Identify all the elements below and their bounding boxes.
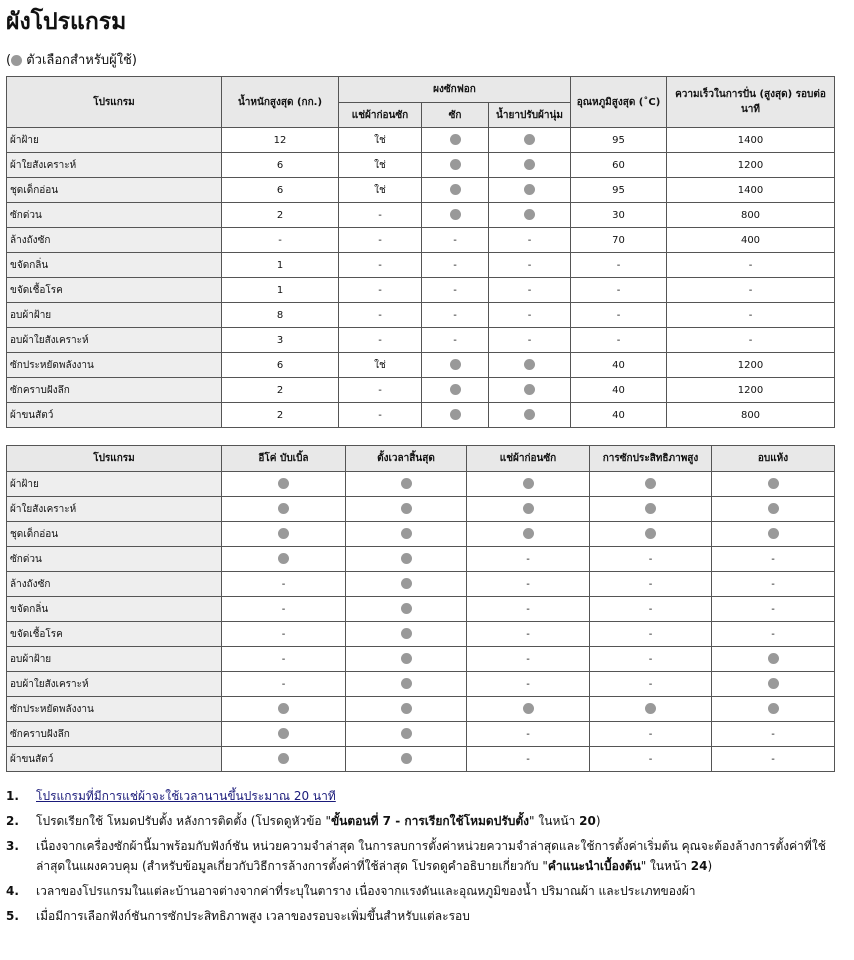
softener-cell: [489, 353, 571, 378]
wash-cell: -: [422, 253, 489, 278]
col-header: โปรแกรม: [7, 446, 222, 472]
temp-cell: -: [571, 278, 667, 303]
table-row: [7, 203, 835, 228]
table-row: [7, 303, 835, 328]
program-name: ผ้าใยสังเคราะห์: [7, 153, 222, 178]
option-cell: [467, 522, 590, 547]
program-name: ผ้าขนสัตว์: [7, 403, 222, 428]
dot-icon: [278, 478, 289, 489]
weight-cell: 3: [222, 328, 339, 353]
dot-icon: [768, 703, 779, 714]
wash-cell: [422, 178, 489, 203]
program-name: ขจัดกลิ่น: [7, 597, 222, 622]
table-row: [7, 378, 835, 403]
option-cell: -: [712, 747, 835, 772]
option-cell: -: [467, 747, 590, 772]
dot-icon: [524, 384, 535, 395]
program-name: ซักคราบฝังลึก: [7, 378, 222, 403]
spin-cell: -: [667, 253, 835, 278]
table-row: [7, 597, 835, 622]
dot-icon: [645, 478, 656, 489]
col-header: แช่ผ้าก่อนซัก: [467, 446, 590, 472]
weight-cell: -: [222, 228, 339, 253]
option-cell: -: [467, 672, 590, 697]
dot-icon: [768, 678, 779, 689]
wash-cell: [422, 403, 489, 428]
dot-icon: [768, 478, 779, 489]
wash-cell: [422, 153, 489, 178]
prewash-cell: -: [339, 378, 422, 403]
dot-icon: [278, 528, 289, 539]
option-cell: [467, 497, 590, 522]
option-cell: [712, 697, 835, 722]
option-cell: [346, 747, 467, 772]
spin-cell: -: [667, 303, 835, 328]
table-row: [7, 647, 835, 672]
option-cell: [346, 647, 467, 672]
legend-prefix: (: [6, 53, 12, 68]
col-softener: น้ำยาปรับผ้านุ่ม: [489, 103, 571, 128]
option-cell: [346, 547, 467, 572]
option-cell: [712, 497, 835, 522]
spin-cell: -: [667, 278, 835, 303]
table-row: [7, 472, 835, 497]
option-cell: -: [590, 747, 712, 772]
col-spin-speed: ความเร็วในการปั่น (สูงสุด) รอบต่อนาที: [667, 77, 835, 128]
footnote-number: 2.: [6, 814, 19, 828]
dot-icon: [401, 653, 412, 664]
option-cell: [346, 622, 467, 647]
option-cell: [346, 597, 467, 622]
page-title: ผังโปรแกรม: [6, 9, 127, 35]
footnote-number: 3.: [6, 839, 19, 853]
option-cell: -: [467, 597, 590, 622]
footnote-number: 4.: [6, 884, 19, 898]
dot-icon: [401, 703, 412, 714]
footnote-text-post: " ในหน้า: [529, 814, 580, 828]
prewash-cell: ใช่: [339, 178, 422, 203]
program-name: ขจัดกลิ่น: [7, 253, 222, 278]
option-cell: [712, 647, 835, 672]
dot-icon: [278, 503, 289, 514]
option-cell: -: [467, 722, 590, 747]
program-name: ผ้าขนสัตว์: [7, 747, 222, 772]
dot-icon: [768, 503, 779, 514]
table-row: [7, 522, 835, 547]
option-cell: [712, 672, 835, 697]
prewash-cell: ใช่: [339, 153, 422, 178]
table-row: [7, 278, 835, 303]
prewash-cell: -: [339, 278, 422, 303]
option-cell: -: [712, 622, 835, 647]
program-name: ขจัดเชื้อโรค: [7, 278, 222, 303]
footnote-text-end: ): [707, 859, 713, 873]
spin-cell: 1400: [667, 178, 835, 203]
col-header: อีโค่ บับเบิ้ล: [222, 446, 346, 472]
dot-icon: [401, 528, 412, 539]
wash-cell: -: [422, 278, 489, 303]
table-row: [7, 128, 835, 153]
option-cell: [346, 522, 467, 547]
table-row: [7, 153, 835, 178]
dot-icon: [768, 528, 779, 539]
program-name: ซักคราบฝังลึก: [7, 722, 222, 747]
temp-cell: 70: [571, 228, 667, 253]
prewash-cell: -: [339, 203, 422, 228]
temp-cell: -: [571, 303, 667, 328]
dot-icon: [278, 703, 289, 714]
softener-cell: [489, 403, 571, 428]
options-table-body: [7, 472, 835, 772]
dot-icon: [524, 359, 535, 370]
col-header: อบแห้ง: [712, 446, 835, 472]
option-cell: [346, 697, 467, 722]
option-cell: -: [712, 722, 835, 747]
footnote-number: 1.: [6, 789, 19, 803]
option-cell: -: [222, 647, 346, 672]
footnote-reference: ขั้นตอนที่ 7 - การเรียกใช้โหมดปรับตั้ง: [330, 814, 530, 828]
table-row: [7, 497, 835, 522]
spin-cell: 1400: [667, 128, 835, 153]
temp-cell: 95: [571, 128, 667, 153]
option-cell: [346, 497, 467, 522]
temp-cell: -: [571, 328, 667, 353]
dot-icon: [401, 678, 412, 689]
program-name: อบผ้าฝ้าย: [7, 303, 222, 328]
footnote-text: โปรแกรมที่มีการแช่ผ้าจะใช้เวลานานขึ้นประมาณ 20 นาที: [36, 789, 336, 803]
softener-cell: -: [489, 303, 571, 328]
option-cell: -: [222, 572, 346, 597]
option-cell: [590, 697, 712, 722]
option-cell: -: [712, 547, 835, 572]
spin-cell: 800: [667, 203, 835, 228]
option-cell: -: [712, 597, 835, 622]
footnote-text: เนื่องจากเครื่องซักผ้านี้มาพร้อมกับฟังก์ชัน หน่วยความจำล่าสุด ในการลบการตั้งค่าหน่วยความจำล่าสุดและใช้การตั้งค่าเริ่มต้น คุณจะต้องล้างการตั้งค่าที่ใช้ล่าสุดในแผงควบคุม (สำหรับข้อมูลเกี่ยวกับวิธีการล้างการตั้งค่าที่ใช้ล่าสุด โปรดดูคำอธิบายเกี่ยวกับ ": [36, 839, 826, 873]
dot-icon: [450, 159, 461, 170]
spin-cell: -: [667, 328, 835, 353]
col-wash: ซัก: [422, 103, 489, 128]
softener-cell: [489, 153, 571, 178]
table-row: [7, 547, 835, 572]
col-detergent: ผงซักฟอก: [339, 77, 571, 103]
table-row: [7, 253, 835, 278]
wash-cell: [422, 353, 489, 378]
option-cell: [222, 697, 346, 722]
col-program: โปรแกรม: [7, 77, 222, 128]
option-cell: -: [222, 622, 346, 647]
col-header: การซักประสิทธิภาพสูง: [590, 446, 712, 472]
option-cell: [590, 472, 712, 497]
dot-icon: [401, 553, 412, 564]
dot-icon: [401, 628, 412, 639]
table-row: [7, 622, 835, 647]
option-cell: [346, 572, 467, 597]
program-name: อบผ้าใยสังเคราะห์: [7, 672, 222, 697]
dot-icon: [524, 159, 535, 170]
spin-cell: 1200: [667, 378, 835, 403]
col-prewash: แช่ผ้าก่อนซัก: [339, 103, 422, 128]
program-name: อบผ้าใยสังเคราะห์: [7, 328, 222, 353]
weight-cell: 6: [222, 178, 339, 203]
dot-icon: [278, 553, 289, 564]
page-number: 20: [579, 814, 596, 828]
prewash-cell: -: [339, 253, 422, 278]
dot-icon: [523, 703, 534, 714]
program-table: [6, 76, 835, 428]
softener-cell: [489, 378, 571, 403]
program-name: ซักด่วน: [7, 203, 222, 228]
option-cell: [222, 722, 346, 747]
option-cell: [346, 472, 467, 497]
weight-cell: 12: [222, 128, 339, 153]
table-row: [7, 178, 835, 203]
dot-icon: [645, 703, 656, 714]
program-name: ซักประหยัดพลังงาน: [7, 697, 222, 722]
option-cell: [590, 497, 712, 522]
option-cell: [346, 672, 467, 697]
weight-cell: 2: [222, 403, 339, 428]
prewash-cell: ใช่: [339, 353, 422, 378]
option-cell: -: [590, 547, 712, 572]
footnote: [6, 786, 836, 806]
weight-cell: 2: [222, 378, 339, 403]
table-row: [7, 228, 835, 253]
dot-icon: [523, 528, 534, 539]
program-name: ชุดเด็กอ่อน: [7, 522, 222, 547]
table-row: [7, 353, 835, 378]
option-cell: [222, 547, 346, 572]
footnote-text-post: " ในหน้า: [640, 859, 691, 873]
softener-cell: [489, 203, 571, 228]
table-row: [7, 572, 835, 597]
option-cell: -: [467, 572, 590, 597]
weight-cell: 1: [222, 253, 339, 278]
spin-cell: 1200: [667, 353, 835, 378]
table-row: [7, 328, 835, 353]
footnote: [6, 836, 836, 876]
dot-icon: [524, 134, 535, 145]
dot-icon: [523, 503, 534, 514]
wash-cell: [422, 128, 489, 153]
footnote: [6, 881, 836, 901]
dot-icon: [401, 503, 412, 514]
wash-cell: [422, 203, 489, 228]
program-name: ล้างถังซัก: [7, 228, 222, 253]
program-name: ชุดเด็กอ่อน: [7, 178, 222, 203]
spin-cell: 1200: [667, 153, 835, 178]
weight-cell: 2: [222, 203, 339, 228]
softener-cell: -: [489, 253, 571, 278]
option-cell: [222, 522, 346, 547]
temp-cell: -: [571, 253, 667, 278]
dot-icon: [450, 359, 461, 370]
footnote-text-end: ): [595, 814, 601, 828]
spin-cell: 400: [667, 228, 835, 253]
prewash-cell: -: [339, 403, 422, 428]
option-cell: [590, 522, 712, 547]
softener-cell: -: [489, 328, 571, 353]
dot-icon: [401, 603, 412, 614]
wash-cell: [422, 378, 489, 403]
weight-cell: 6: [222, 153, 339, 178]
page-number: 24: [690, 859, 708, 873]
footnote-text: โปรดเรียกใช้ โหมดปรับตั้ง หลังการติดตั้ง (โปรดดูหัวข้อ ": [36, 814, 331, 828]
option-cell: -: [222, 672, 346, 697]
option-cell: -: [590, 622, 712, 647]
softener-cell: -: [489, 228, 571, 253]
dot-icon: [523, 478, 534, 489]
footnote-reference: คำแนะนำเบื้องต้น: [547, 859, 641, 873]
dot-icon: [278, 728, 289, 739]
program-name: ซักประหยัดพลังงาน: [7, 353, 222, 378]
table-row: [7, 747, 835, 772]
program-name: ขจัดเชื้อโรค: [7, 622, 222, 647]
legend-text: ตัวเลือกสำหรับผู้ใช้): [26, 53, 137, 68]
prewash-cell: -: [339, 328, 422, 353]
wash-cell: -: [422, 328, 489, 353]
wash-cell: -: [422, 303, 489, 328]
weight-cell: 1: [222, 278, 339, 303]
temp-cell: 60: [571, 153, 667, 178]
options-table-header: [7, 446, 835, 472]
col-max-temp: อุณหภูมิสูงสุด (˚C): [571, 77, 667, 128]
weight-cell: 8: [222, 303, 339, 328]
option-cell: [222, 497, 346, 522]
option-cell: [222, 472, 346, 497]
prewash-cell: ใช่: [339, 128, 422, 153]
option-cell: [467, 697, 590, 722]
temp-cell: 40: [571, 403, 667, 428]
spin-cell: 800: [667, 403, 835, 428]
program-table-body: [7, 128, 835, 428]
dot-icon: [645, 528, 656, 539]
footnote-text: เมื่อมีการเลือกฟังก์ชันการซักประสิทธิภาพสูง เวลาของรอบจะเพิ่มขึ้นสำหรับแต่ละรอบ: [36, 909, 470, 923]
dot-icon: [524, 184, 535, 195]
dot-icon: [278, 753, 289, 764]
softener-cell: -: [489, 278, 571, 303]
table-row: [7, 403, 835, 428]
option-cell: -: [590, 672, 712, 697]
dot-icon: [401, 478, 412, 489]
prewash-cell: -: [339, 303, 422, 328]
dot-icon: [524, 209, 535, 220]
program-name: ซักด่วน: [7, 547, 222, 572]
options-table: [6, 445, 835, 772]
wash-cell: -: [422, 228, 489, 253]
option-cell: [712, 472, 835, 497]
table-row: [7, 722, 835, 747]
program-name: ผ้าฝ้าย: [7, 472, 222, 497]
footnote-text: เวลาของโปรแกรมในแต่ละบ้านอาจต่างจากค่าที่ระบุในตาราง เนื่องจากแรงดันและอุณหภูมิของน้ำ ปริมาณผ้า และประเภทของผ้า: [36, 884, 696, 898]
dot-icon: [524, 409, 535, 420]
footnote: [6, 906, 836, 926]
legend: [6, 49, 137, 70]
option-cell: -: [467, 647, 590, 672]
dot-icon: [401, 753, 412, 764]
dot-icon: [401, 728, 412, 739]
option-cell: -: [712, 572, 835, 597]
temp-cell: 95: [571, 178, 667, 203]
program-name: อบผ้าฝ้าย: [7, 647, 222, 672]
option-cell: [712, 522, 835, 547]
option-cell: -: [222, 597, 346, 622]
col-max-weight: น้ำหนักสูงสุด (กก.): [222, 77, 339, 128]
dot-icon: [450, 409, 461, 420]
option-cell: -: [590, 597, 712, 622]
dot-icon: [450, 134, 461, 145]
program-name: ล้างถังซัก: [7, 572, 222, 597]
dot-icon: [450, 384, 461, 395]
option-cell: -: [590, 572, 712, 597]
weight-cell: 6: [222, 353, 339, 378]
dot-icon: [450, 184, 461, 195]
temp-cell: 30: [571, 203, 667, 228]
option-cell: -: [590, 722, 712, 747]
footnote: [6, 811, 836, 831]
footnotes: [6, 786, 836, 931]
program-name: ผ้าฝ้าย: [7, 128, 222, 153]
option-cell: [467, 472, 590, 497]
temp-cell: 40: [571, 353, 667, 378]
dot-icon: [768, 653, 779, 664]
footnote-number: 5.: [6, 909, 19, 923]
program-name: ผ้าใยสังเคราะห์: [7, 497, 222, 522]
softener-cell: [489, 128, 571, 153]
option-cell: -: [467, 622, 590, 647]
temp-cell: 40: [571, 378, 667, 403]
dot-icon: [645, 503, 656, 514]
dot-icon: [401, 578, 412, 589]
option-cell: [346, 722, 467, 747]
col-header: ตั้งเวลาสิ้นสุด: [346, 446, 467, 472]
option-cell: -: [590, 647, 712, 672]
option-cell: [222, 747, 346, 772]
dot-icon: [450, 209, 461, 220]
table-row: [7, 697, 835, 722]
table-row: [7, 672, 835, 697]
prewash-cell: -: [339, 228, 422, 253]
option-cell: -: [467, 547, 590, 572]
dot-icon: [11, 55, 22, 66]
softener-cell: [489, 178, 571, 203]
